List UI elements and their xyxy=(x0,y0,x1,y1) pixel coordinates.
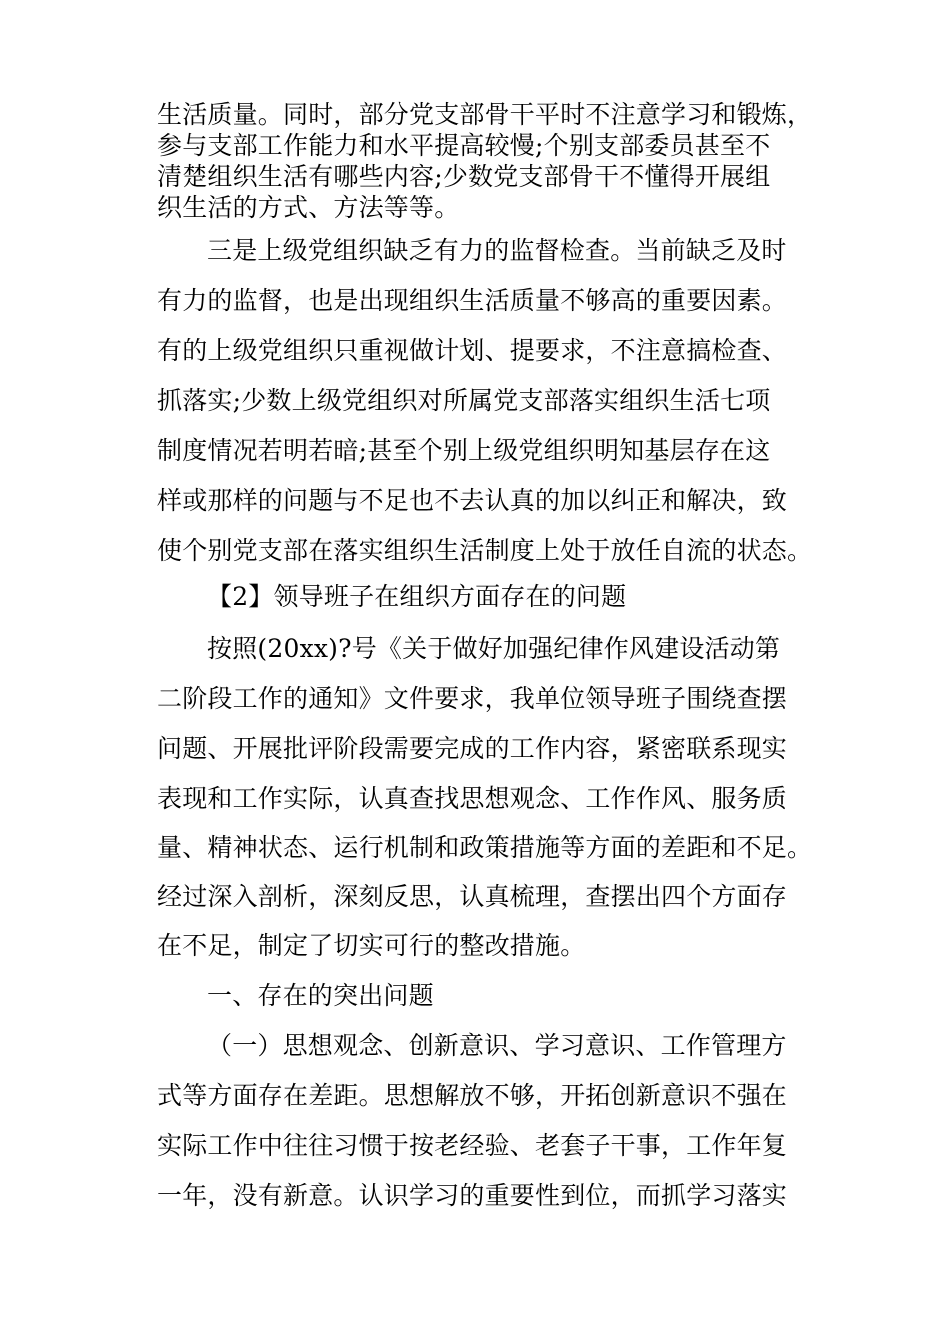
paragraph-line: 按照(20xx)?号《关于做好加强纪律作风建设活动第 xyxy=(207,634,781,663)
section-heading: 【2】领导班子在组织方面存在的问题 xyxy=(207,582,627,611)
paragraph-line: 使个别党支部在落实组织生活制度上处于放任自流的状态。 xyxy=(157,536,813,565)
paragraph-line: 有的上级党组织只重视做计划、提要求，不注意搞检查、 xyxy=(157,336,788,365)
paragraph-line: 三是上级党组织缺乏有力的监督检查。当前缺乏及时 xyxy=(207,236,787,265)
paragraph-line: 量、精神状态、运行机制和政策措施等方面的差距和不足。 xyxy=(157,833,813,862)
paragraph-line: 在不足，制定了切实可行的整改措施。 xyxy=(157,931,586,960)
paragraph-line: 有力的监督，也是出现组织生活质量不够高的重要因素。 xyxy=(157,286,788,315)
paragraph-line: 表现和工作实际，认真查找思想观念、工作作风、服务质 xyxy=(157,784,788,813)
paragraph-line: 抓落实;少数上级党组织对所属党支部落实组织生活七项 xyxy=(157,386,771,415)
paragraph-line: 经过深入剖析，深刻反思，认真梳理，查摆出四个方面存 xyxy=(157,882,788,911)
paragraph-line: 制度情况若明若暗;甚至个别上级党组织明知基层存在这 xyxy=(157,436,771,465)
paragraph-line: 清楚组织生活有哪些内容;少数党支部骨干不懂得开展组 xyxy=(157,162,771,191)
paragraph-line: 样或那样的问题与不足也不去认真的加以纠正和解决，致 xyxy=(157,486,788,515)
paragraph-line: 实际工作中往往习惯于按老经验、老套子干事，工作年复 xyxy=(157,1131,788,1160)
paragraph-line: 问题、开展批评阶段需要完成的工作内容，紧密联系现实 xyxy=(157,734,788,763)
paragraph-line: 一年，没有新意。认识学习的重要性到位，而抓学习落实 xyxy=(157,1181,788,1210)
paragraph-line: 参与支部工作能力和水平提高较慢;个别支部委员甚至不 xyxy=(157,131,771,160)
paragraph-line: 二阶段工作的通知》文件要求，我单位领导班子围绕查摆 xyxy=(157,684,788,713)
section-heading: 一、存在的突出问题 xyxy=(207,981,434,1010)
paragraph-line: 织生活的方式、方法等等。 xyxy=(157,193,460,222)
paragraph-line: 生活质量。同时，部分党支部骨干平时不注意学习和锻炼， xyxy=(157,100,813,129)
paragraph-line: 式等方面存在差距。思想解放不够，开拓创新意识不强在 xyxy=(157,1081,788,1110)
paragraph-line: （一）思想观念、创新意识、学习意识、工作管理方 xyxy=(207,1031,787,1060)
